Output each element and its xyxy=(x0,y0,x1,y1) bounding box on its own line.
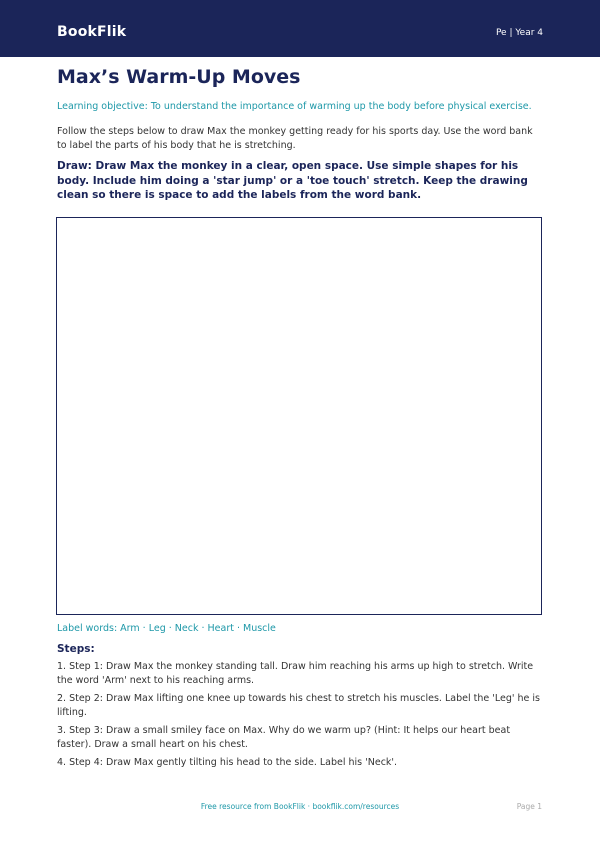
intro-text: Follow the steps below to draw Max the monkey getting ready for his sports day. Use the word bank to label the parts of his body that he is stretching. xyxy=(57,126,533,151)
draw-instruction: Draw: Draw Max the monkey in a clear, open space. Use simple shapes for his body. Include him doing a 'star jump' or a 'toe touch' stretch. Keep the drawing clean so there is space to add the labels from the word bank. xyxy=(57,160,528,201)
step-item: 2. Step 2: Draw Max lifting one knee up towards his chest to stretch his muscles. Label the 'Leg' he is lifting. xyxy=(57,693,540,718)
steps-heading: Steps: xyxy=(57,643,95,655)
label-word-bank: Label words: Arm · Leg · Neck · Heart · Muscle xyxy=(57,623,276,634)
worksheet-title: Max’s Warm-Up Moves xyxy=(57,66,301,88)
brand-logo: BookFlik xyxy=(57,24,127,40)
steps-list xyxy=(57,660,545,775)
step-item: 1. Step 1: Draw Max the monkey standing tall. Draw him reaching his arms up high to stretch. Write the word 'Arm' next to his reaching arms. xyxy=(57,661,534,686)
drawing-area[interactable] xyxy=(56,217,542,615)
subject-breadcrumb: Pe | Year 4 xyxy=(495,28,543,38)
step-item: 4. Step 4: Draw Max gently tilting his head to the side. Label his 'Neck'. xyxy=(57,757,398,768)
learning-objective: Learning objective: To understand the importance of warming up the body before physical exercise. xyxy=(57,101,532,112)
page-number: Page 1 xyxy=(516,802,542,811)
step-item: 3. Step 3: Draw a small smiley face on Max. Why do we warm up? (Hint: It helps our heart beat faster). Draw a small heart on his chest. xyxy=(57,725,511,750)
page-header xyxy=(0,0,600,57)
footer-credit: Free resource from BookFlik · bookflik.com/resources xyxy=(200,802,400,811)
